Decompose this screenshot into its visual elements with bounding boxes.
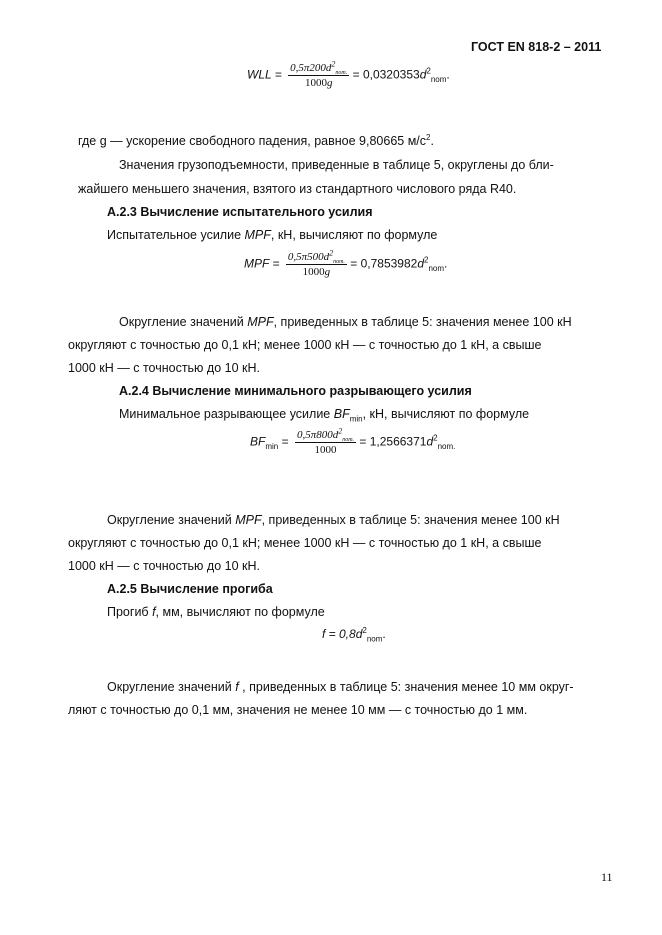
- paragraph-round-f-line1: [107, 679, 574, 695]
- section-a24-heading: А.2.4 Вычисление минимального разрывающего усилия: [119, 384, 472, 398]
- paragraph-values-line1: Значения грузоподъемности, приведенные в таблице 5, округлены до бли-: [119, 158, 554, 172]
- formula-bf-num-sub: nom.: [342, 437, 355, 444]
- formula-mpf-den-var: g: [324, 266, 331, 278]
- formula-deflection-sub: nom: [366, 634, 383, 644]
- paragraph-round-mpf1-pre: Округление значений: [119, 315, 248, 329]
- formula-mpf-rhs-sup: 2: [424, 255, 429, 265]
- formula-mpf-rhs-var: d: [417, 256, 425, 271]
- formula-mpf-rhs-sub: nom: [428, 264, 445, 274]
- paragraph-round-mpf1-line1: [119, 314, 572, 330]
- section-a23-intro-post: , кН, вычисляют по формуле: [270, 228, 438, 242]
- paragraph-round-f-post: , приведенных в таблице 5: значения менее 10 мм округ-: [238, 680, 574, 694]
- section-a23-heading: А.2.3 Вычисление испытательного усилия: [107, 205, 373, 219]
- section-a24-intro-var: BF: [333, 407, 350, 421]
- paragraph-round-mpf1-line3: 1000 кН — с точностью до 10 кН.: [68, 361, 260, 375]
- formula-wll-den-var: g: [326, 77, 333, 89]
- formula-wll-num-sup: 2: [331, 59, 336, 69]
- paragraph-round-mpf2-line2: округляют с точностью до 0,1 кН; менее 1000 кН — с точностью до 1 кН, а свыше: [68, 536, 542, 550]
- paragraph-round-mpf2-post: , приведенных в таблице 5: значения менее 100 кН: [261, 513, 560, 527]
- formula-deflection-tail: .: [382, 627, 386, 641]
- paragraph-gravity-tail: .: [430, 134, 434, 148]
- formula-bf-rhs-var: d: [426, 434, 434, 449]
- formula-wll-rhs-sub: nom: [430, 75, 447, 85]
- paragraph-round-mpf2-var: MPF: [235, 513, 262, 527]
- formula-mpf-lhs: MPF =: [244, 256, 280, 271]
- formula-deflection-sup: 2: [362, 626, 367, 635]
- formula-mpf: [244, 248, 448, 278]
- formula-bf-den: 1000: [314, 444, 337, 456]
- paragraph-round-mpf1-post: , приведенных в таблице 5: значения менее 100 кН: [273, 315, 572, 329]
- paragraph-gravity-text: где g — ускорение свободного падения, равное 9,80665 м/с: [78, 134, 427, 148]
- paragraph-round-mpf1-line2: округляют с точностью до 0,1 кН; менее 1000 кН — с точностью до 1 кН, а свыше: [68, 338, 542, 352]
- section-a24-intro: [119, 406, 529, 422]
- formula-bf-lhs-var: BF: [250, 434, 266, 449]
- formula-mpf-num-var: d: [323, 251, 330, 263]
- formula-bf-num-sup: 2: [338, 426, 343, 436]
- paragraph-gravity-sup: 2: [426, 132, 431, 142]
- formula-bf-num-var: d: [332, 429, 339, 441]
- section-a25-intro-post: , мм, вычисляют по формуле: [155, 605, 325, 619]
- section-a24-intro-post: , кН, вычисляют по формуле: [362, 407, 530, 421]
- page-number: 11: [601, 870, 613, 884]
- paragraph-values-line2: жайшего меньшего значения, взятого из стандартного числового ряда R40.: [78, 182, 517, 196]
- formula-wll-rhs-coeff: = 0,0320353: [352, 67, 420, 82]
- section-a25-heading: А.2.5 Вычисление прогиба: [107, 582, 273, 596]
- formula-bf: [250, 426, 456, 456]
- formula-wll-tail: .: [446, 67, 450, 82]
- document-code-header: ГОСТ EN 818-2 – 2011: [471, 40, 602, 54]
- formula-mpf-num-sup: 2: [329, 248, 334, 258]
- section-a23-intro-var: MPF: [244, 228, 271, 242]
- section-a25-intro-pre: Прогиб: [107, 605, 153, 619]
- section-a25-intro-var: f: [152, 605, 156, 619]
- section-a25-intro: [107, 604, 325, 620]
- formula-bf-rhs-sub: nom.: [437, 442, 456, 452]
- paragraph-round-mpf2-line1: [107, 512, 560, 528]
- paragraph-round-f-line2: ляют с точностью до 0,1 мм, значения не менее 10 мм — с точностью до 1 мм.: [68, 703, 528, 717]
- section-a24-intro-pre: Минимальное разрывающее усилие: [119, 407, 334, 421]
- paragraph-round-mpf1-var: MPF: [247, 315, 274, 329]
- formula-wll-fraction: [288, 59, 349, 89]
- formula-mpf-rhs-coeff: = 0,7853982: [350, 256, 418, 271]
- formula-wll-num-coeff: 0,5π200: [290, 62, 326, 74]
- paragraph-round-mpf2-pre: Округление значений: [107, 513, 236, 527]
- paragraph-round-f-pre: Округление значений: [107, 680, 236, 694]
- formula-bf-lhs-eq: =: [281, 434, 289, 449]
- formula-mpf-num-coeff: 0,5π500: [287, 251, 324, 263]
- formula-bf-lhs-sub: min: [265, 442, 279, 452]
- formula-mpf-den: 1000: [302, 266, 325, 278]
- section-a24-intro-sub: min: [349, 414, 363, 424]
- formula-wll-rhs-sup: 2: [426, 66, 431, 76]
- paragraph-round-f-var: f: [235, 680, 239, 694]
- formula-bf-num-coeff: 0,5π800: [296, 429, 333, 441]
- paragraph-gravity: [78, 133, 434, 149]
- formula-wll-den: 1000: [304, 77, 327, 89]
- formula-bf-rhs-coeff: = 1,2566371: [359, 434, 427, 449]
- formula-deflection: [322, 626, 386, 644]
- formula-mpf-num-sub: nom.: [333, 259, 345, 266]
- formula-wll-num-var: d: [325, 62, 332, 74]
- section-a23-intro-pre: Испытательное усилие: [107, 228, 245, 242]
- formula-wll-lhs: WLL =: [247, 67, 282, 82]
- formula-bf-fraction: [295, 426, 356, 456]
- formula-mpf-fraction: [286, 248, 347, 278]
- formula-deflection-lhs: f = 0,8: [322, 627, 356, 641]
- section-a23-intro: [107, 227, 437, 243]
- formula-deflection-var: d: [355, 627, 363, 641]
- formula-wll: [247, 59, 450, 89]
- formula-wll-num-sub: nom.: [335, 70, 348, 77]
- formula-bf-rhs-sup: 2: [433, 433, 438, 443]
- paragraph-round-mpf2-line3: 1000 кН — с точностью до 10 кН.: [68, 559, 260, 573]
- formula-mpf-tail: .: [444, 256, 448, 271]
- formula-wll-rhs-var: d: [419, 67, 427, 82]
